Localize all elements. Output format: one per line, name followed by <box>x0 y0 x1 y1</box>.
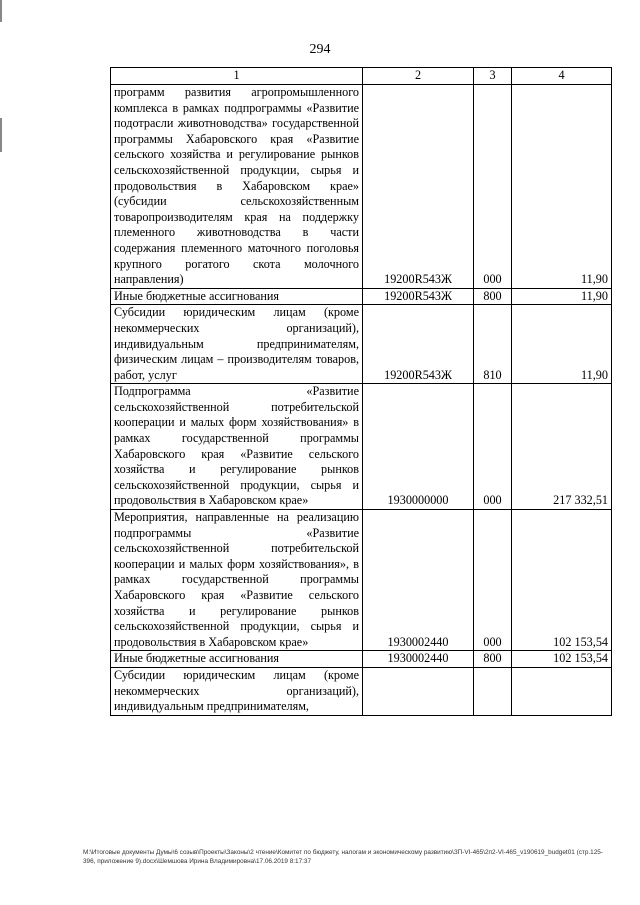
column-header: 2 <box>363 68 474 85</box>
row-target-code: 19200R543Ж <box>363 305 474 384</box>
column-header: 3 <box>474 68 512 85</box>
row-amount: 102 153,54 <box>512 510 612 651</box>
table-header-row <box>111 68 612 85</box>
row-description: программ развития агропромышленного комплекса в рамках подпрограммы «Развитие подотрасли животноводства» государственной программы Хабаровского края «Развитие сельского хозяйства и регулирование рынков сельскохозяйственной продукции, сырья и продовольствия в Хабаровском крае» (субсидии сельскохозяйственным товаропроизводителям края на поддержку племенного животноводства в части содержания племенного маточного поголовья крупного рогатого скота молочного направления) <box>111 85 363 289</box>
row-amount <box>512 667 612 715</box>
table-row <box>111 667 612 715</box>
row-expense-type: 810 <box>474 305 512 384</box>
row-target-code: 1930002440 <box>363 510 474 651</box>
row-description: Подпрограмма «Развитие сельскохозяйственной потребительской кооперации и малых форм хозяйствования» в рамках государственной программы Хабаровского края «Развитие сельского хозяйства и регулирование рынков сельскохозяйственной продукции, сырья и продовольствия в Хабаровском крае» <box>111 384 363 510</box>
table-row <box>111 510 612 651</box>
table-row <box>111 384 612 510</box>
column-header: 1 <box>111 68 363 85</box>
row-description: Субсидии юридическим лицам (кроме некоммерческих организаций), индивидуальным предпринимателям, физическим лицам – производителям товаров, работ, услуг <box>111 305 363 384</box>
page-number: 294 <box>309 42 331 57</box>
row-amount: 102 153,54 <box>512 651 612 668</box>
row-amount: 11,90 <box>512 288 612 305</box>
budget-table <box>110 67 612 716</box>
row-amount: 217 332,51 <box>512 384 612 510</box>
scan-edge-mark <box>0 118 2 152</box>
document-path-footer: M:\Итоговые документы Думы\6 созыв\Проекты\Законы\2 чтение\Комитет по бюджету, налогам и экономическому развитию\ЗП-VI-465\2п2-VI-465_v190619_budget01 (стр.125-396, приложение 9).docx\Шемшова Ирина Владимировна\17.06.2019 8:17:37 <box>83 849 603 865</box>
table-row <box>111 305 612 384</box>
row-description: Мероприятия, направленные на реализацию подпрограммы «Развитие сельскохозяйственной потребительской кооперации и малых форм хозяйствования», в рамках государственной программы Хабаровского края «Развитие сельского хозяйства и регулирование рынков сельскохозяйственной продукции, сырья и продовольствия в Хабаровском крае» <box>111 510 363 651</box>
column-header: 4 <box>512 68 612 85</box>
row-expense-type: 000 <box>474 85 512 289</box>
row-target-code: 1930000000 <box>363 384 474 510</box>
scan-edge-mark <box>0 0 2 22</box>
table-row <box>111 651 612 668</box>
row-amount: 11,90 <box>512 85 612 289</box>
row-expense-type: 800 <box>474 651 512 668</box>
row-amount: 11,90 <box>512 305 612 384</box>
row-expense-type: 000 <box>474 384 512 510</box>
row-description: Субсидии юридическим лицам (кроме некоммерческих организаций), индивидуальным предпринимателям, <box>111 667 363 715</box>
row-target-code <box>363 667 474 715</box>
row-target-code: 19200R543Ж <box>363 85 474 289</box>
row-expense-type: 000 <box>474 510 512 651</box>
row-description: Иные бюджетные ассигнования <box>111 288 363 305</box>
table-row <box>111 85 612 289</box>
table-row <box>111 288 612 305</box>
row-expense-type: 800 <box>474 288 512 305</box>
row-description: Иные бюджетные ассигнования <box>111 651 363 668</box>
row-target-code: 19200R543Ж <box>363 288 474 305</box>
row-target-code: 1930002440 <box>363 651 474 668</box>
row-expense-type <box>474 667 512 715</box>
